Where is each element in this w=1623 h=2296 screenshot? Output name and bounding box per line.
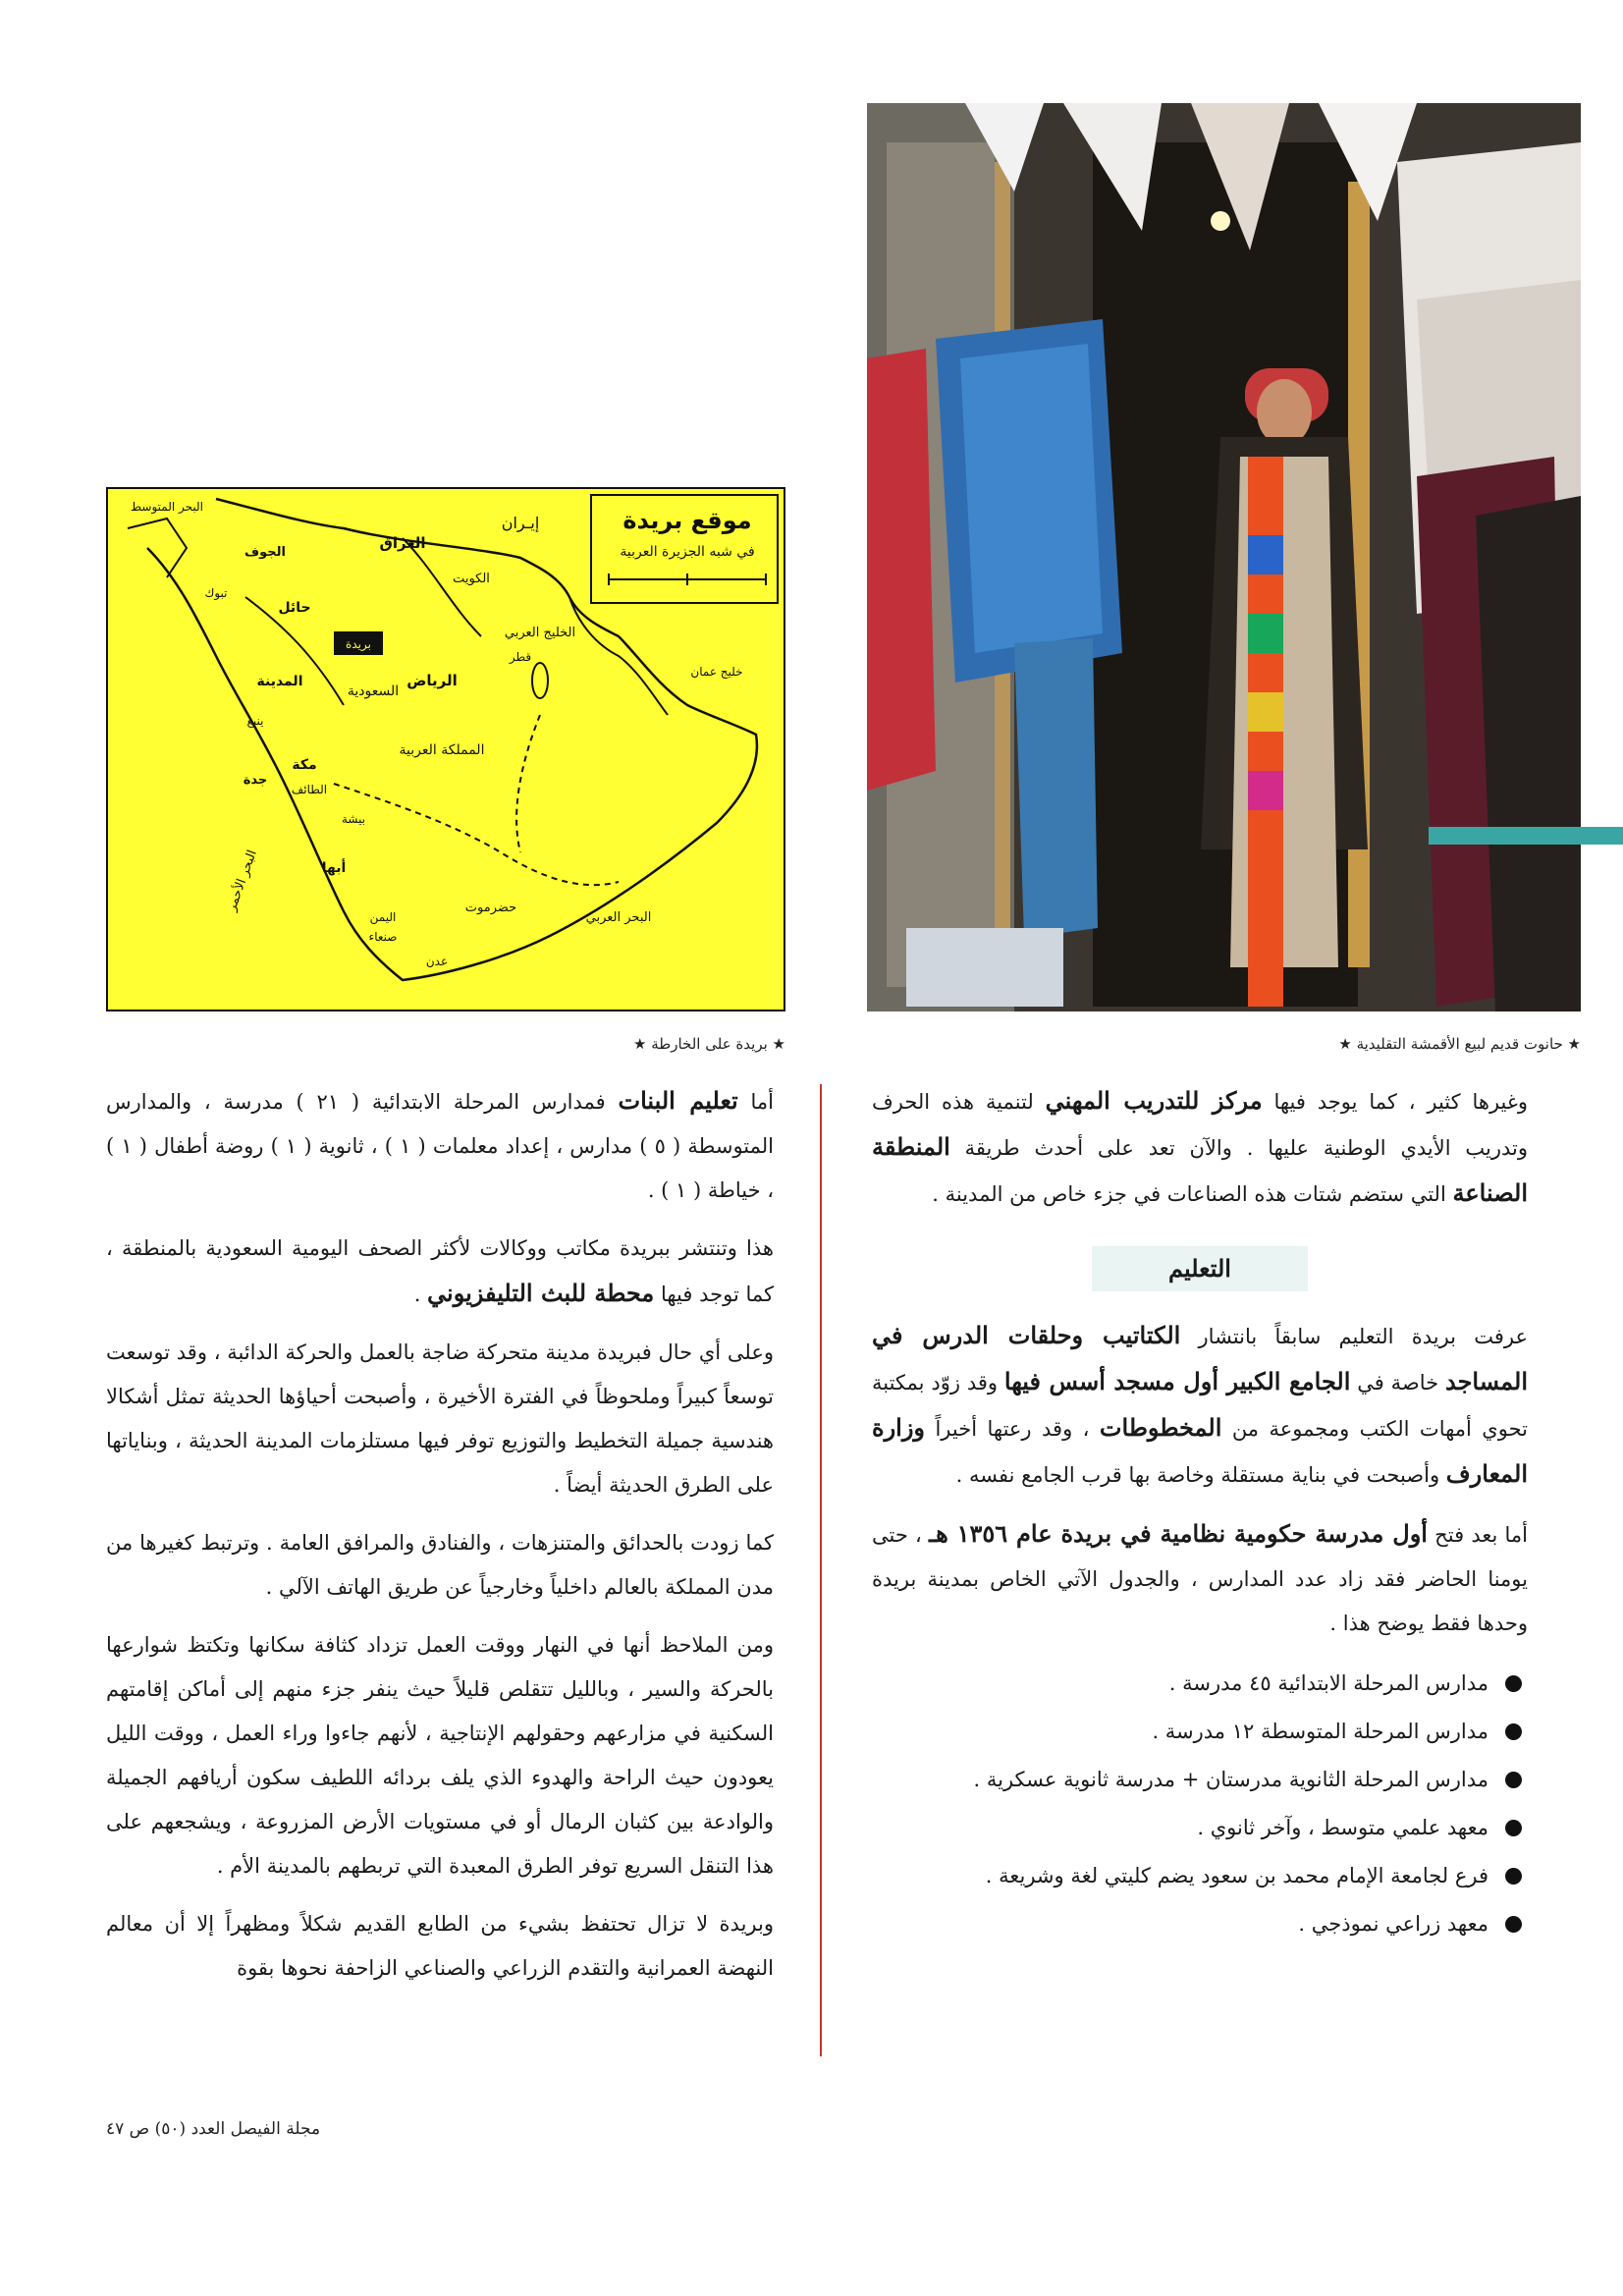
list-item-text: معهد علمي متوسط ، وآخر ثانوي . [1197, 1816, 1488, 1839]
map-label-riyadh: الرياض [406, 672, 458, 689]
map-label-oman-gulf: خليج عمان [690, 665, 743, 679]
map-label-iran: إيـران [501, 514, 540, 532]
map-label-hadramawt: حضرموت [464, 901, 517, 915]
paragraph-daily-life: ومن الملاحظ أنها في النهار ووقت العمل تزداد كثافة سكانها وتكتظ شوارعها بالحركة والسير ، وبالليل تتقلص قليلاً حيث ينفر جزء منهم إلى أماكن إقامتهم السكنية في مزارعهم وحقولهم الإنتاجية ، لأنهم جاءوا وراء العمل ، ووقت الليل يعودون حيث الراحة والهدوء الذي يلف بردائه اللطيف سكون أريافهم الجميلة والوادعة بين كثبان الرمال أو في مستويات الأرض المزروعة ، ويشجعهم على هذا التنقل السريع توفر الطرق المعبدة التي تربطهم بالمدينة الأم . [106, 1633, 774, 1878]
list-item-text: مدارس المرحلة الابتدائية ٤٥ مدرسة . [1168, 1671, 1488, 1695]
map-label-saudi: السعودية [347, 683, 400, 699]
text-segment: وقد زوّد بمكتبة تحوي أمهات الكتب ومجموعة من [872, 1371, 1528, 1441]
list-item [872, 1708, 1528, 1756]
list-item-text: مدارس المرحلة الثانوية مدرستان + مدرسة ثانوية عسكرية . [973, 1768, 1488, 1791]
map-label-gulf: الخليج العربي [504, 626, 576, 640]
bullet-dot [1505, 1820, 1522, 1836]
section-heading-education: التعليم [1092, 1246, 1308, 1291]
paragraph-press [106, 1227, 774, 1317]
map-label-yanbu: ينبع [246, 714, 264, 728]
paragraph-heritage: وبريدة لا تزال تحتفظ بشيء من الطابع القديم شكلاً ومظهراً إلا أن معالم النهضة العمرانية والتقدم الزراعي والصناعي الزاحفة نحوها بقوة [106, 1912, 774, 1980]
map-label-buraydah: بريدة [346, 637, 371, 651]
list-item-text: مدارس المرحلة المتوسطة ١٢ مدرسة . [1152, 1720, 1488, 1743]
text-segment: لتنمية هذه الحرف وتدريب الأيدي الوطنية عليها . والآن تعد على أحدث طريقة [872, 1090, 1528, 1160]
emphasis-kuttab: الكتاتيب وحلقات الدرس في المساجد [872, 1321, 1528, 1395]
right-column [872, 1078, 1528, 1948]
map-label-kingdom: المملكة العربية [399, 742, 485, 758]
emphasis-vocational-center: مركز للتدريب المهني [1045, 1086, 1263, 1115]
paragraph-first-school [872, 1511, 1528, 1646]
map-label-yemen: اليمن [369, 910, 397, 924]
shop-photo-illustration [867, 103, 1581, 1011]
map-label-kuwait: الكويت [453, 572, 490, 586]
map-label-jawf: الجوف [244, 545, 286, 560]
text-segment: . [413, 1283, 428, 1306]
paragraph-vocational [872, 1078, 1528, 1217]
text-segment: ، وقد رعتها أخيراً [925, 1417, 1100, 1441]
text-segment: خاصة في [1350, 1371, 1445, 1394]
map-label-aden: عدن [425, 955, 449, 968]
map-label-iraq: العراق [379, 534, 426, 552]
map-label-jeddah: جدة [243, 773, 268, 788]
paragraph-education-history [872, 1313, 1528, 1498]
map-label-abha: أبها [321, 860, 347, 876]
map-legend-subtitle: في شبه الجزيرة العربية [620, 544, 755, 560]
emphasis-industrial-zone: المنطقة الصناعة [872, 1132, 1528, 1207]
text-segment: وأصبحت في بناية مستقلة وخاصة بها قرب الجامع نفسه . [955, 1463, 1446, 1487]
arabian-peninsula-map [106, 487, 785, 1011]
emphasis-ministry: وزارة المعارف [872, 1413, 1528, 1488]
map-label-red-sea: البحر الأحمر [224, 847, 260, 913]
schools-list [872, 1660, 1528, 1948]
map-illustration [108, 489, 784, 1010]
text-segment: وغيرها كثير ، كما يوجد فيها [1262, 1090, 1528, 1114]
map-label-hail: حائل [278, 600, 311, 616]
map-legend-title: موقع بريدة [622, 507, 752, 534]
bullet-dot [1505, 1916, 1522, 1933]
map-caption: ★ بريدة على الخارطة ★ [633, 1035, 785, 1053]
list-item [872, 1900, 1528, 1948]
bullet-dot [1505, 1723, 1522, 1740]
photo-caption: ★ حانوت قديم لبيع الأقمشة التقليدية ★ [1338, 1035, 1581, 1053]
text-segment: أما [737, 1090, 774, 1114]
map-label-tabuk: تبوك [204, 586, 228, 600]
map-label-qatar: قطر [509, 650, 532, 664]
paragraph-parks: كما زودت بالحدائق والمتنزهات ، والفنادق والمرافق العامة . وترتبط كغيرها من مدن المملكة بالعالم داخلياً وخارجياً عن طريق الهاتف الآلي . [106, 1531, 774, 1599]
decorative-teal-band [1429, 827, 1623, 845]
emphasis-manuscripts: المخطوطات [1099, 1413, 1222, 1442]
emphasis-tv-station: محطة للبث التليفزيوني [427, 1279, 655, 1307]
bullet-dot [1505, 1772, 1522, 1788]
left-column [106, 1078, 774, 2004]
paragraph-city-growth: وعلى أي حال فبريدة مدينة متحركة ضاجة بالعمل والحركة الدائبة ، وقد توسعت توسعاً كبيراً وملحوظاً في الفترة الأخيرة ، وأصبحت أحياؤها الحديثة تمثل أشكالا هندسية جميلة التخطيط والتوزيع توفر فيها مستلزمات المدينة الحديثة ، وبناياتها على الطرق الحديثة أيضاً . [106, 1340, 774, 1497]
page-footer: مجلة الفيصل العدد (٥٠) ص ٤٧ [106, 2119, 321, 2139]
paragraph-girls-education [106, 1078, 774, 1213]
bullet-dot [1505, 1675, 1522, 1692]
map-label-bishah: بيشة [341, 812, 366, 826]
emphasis-girls-education: تعليم البنات [618, 1086, 738, 1115]
bullet-dot [1505, 1868, 1522, 1885]
map-label-makkah: مكة [292, 757, 317, 773]
emphasis-grand-mosque: الجامع الكبير أول مسجد أسس فيها [1003, 1367, 1351, 1395]
text-segment: هذا وتنتشر ببريدة مكاتب ووكالات لأكثر الصحف اليومية السعودية بالمنطقة ، كما توجد فيها [106, 1236, 774, 1306]
list-item [872, 1852, 1528, 1900]
map-label-sanaa: صنعاء [368, 930, 398, 944]
column-divider [820, 1084, 822, 2056]
list-item [872, 1660, 1528, 1708]
list-item [872, 1804, 1528, 1852]
text-segment: فمدارس المرحلة الابتدائية ( ٢١ ) مدرسة ، والمدارس المتوسطة ( ٥ ) مدارس ، إعداد معلمات ( ١ ) ، ثانوية ( ١ ) روضة أطفال ( ١ ) ، خياطة ( ١ ) . [106, 1090, 774, 1202]
map-label-madinah: المدينة [256, 674, 303, 689]
text-segment: عرفت بريدة التعليم سابقاً بانتشار [1180, 1325, 1529, 1348]
map-label-arabian-sea: البحر العربي [585, 910, 652, 925]
map-label-taif: الطائف [291, 783, 328, 796]
shop-photo [867, 103, 1581, 1011]
list-item-text: معهد زراعي نموذجي . [1298, 1912, 1488, 1936]
list-item-text: فرع لجامعة الإمام محمد بن سعود يضم كليتي لغة وشريعة . [985, 1864, 1488, 1887]
emphasis-first-school: أول مدرسة حكومية نظامية في بريدة عام ١٣٥٦ هـ [929, 1519, 1428, 1548]
map-label-mediterranean: البحر المتوسط [131, 500, 203, 514]
list-item [872, 1756, 1528, 1804]
text-segment: التي ستضم شتات هذه الصناعات في جزء خاص من المدينة . [932, 1182, 1453, 1206]
text-segment: أما بعد فتح [1427, 1523, 1529, 1547]
text-segment: ، حتى يومنا الحاضر فقد زاد عدد المدارس ، والجدول الآتي الخاص بمدينة بريدة وحدها فقط يوضح هذا . [872, 1523, 1528, 1635]
